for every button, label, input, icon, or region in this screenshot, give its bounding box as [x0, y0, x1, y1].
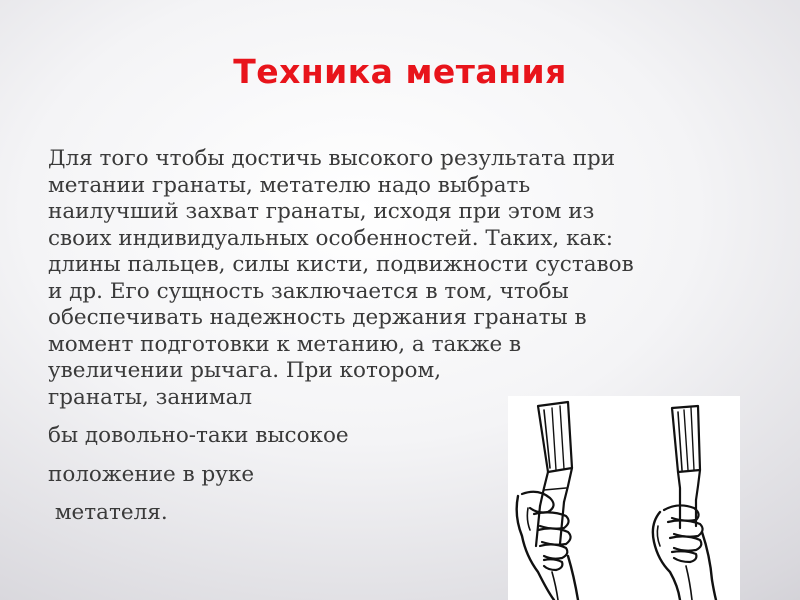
paragraph-line: момент подготовки к метанию, а также в — [48, 331, 522, 357]
paragraph-line: наилучший захват гранаты, исходя при этом из — [48, 199, 595, 224]
paragraph-line: бы довольно-таки высокое — [48, 423, 349, 448]
paragraph-line: метании гранаты, метателю надо выбрать — [48, 172, 531, 198]
paragraph-line: увеличении рычага. При котором, — [48, 358, 442, 383]
paragraph-line: длины пальцев, силы кисти, подвижности суставов — [48, 252, 634, 277]
grenade-grip-icon — [508, 396, 740, 600]
grenade-grip-illustration — [508, 396, 740, 600]
paragraph-line: и др. Его сущность заключается в том, чтобы — [48, 278, 569, 304]
paragraph-line: обеспечивать надежность держания гранаты в — [48, 305, 587, 330]
paragraph-line: Для того чтобы достичь высокого результата при — [48, 146, 616, 171]
slide-title: Техника метания — [233, 52, 567, 91]
paragraph-line: положение в руке — [48, 461, 255, 487]
paragraph-line: метателя. — [48, 500, 168, 525]
paragraph-line: гранаты, занимал — [48, 384, 253, 410]
paragraph-line: своих индивидуальных особенностей. Таких, как: — [48, 225, 614, 251]
